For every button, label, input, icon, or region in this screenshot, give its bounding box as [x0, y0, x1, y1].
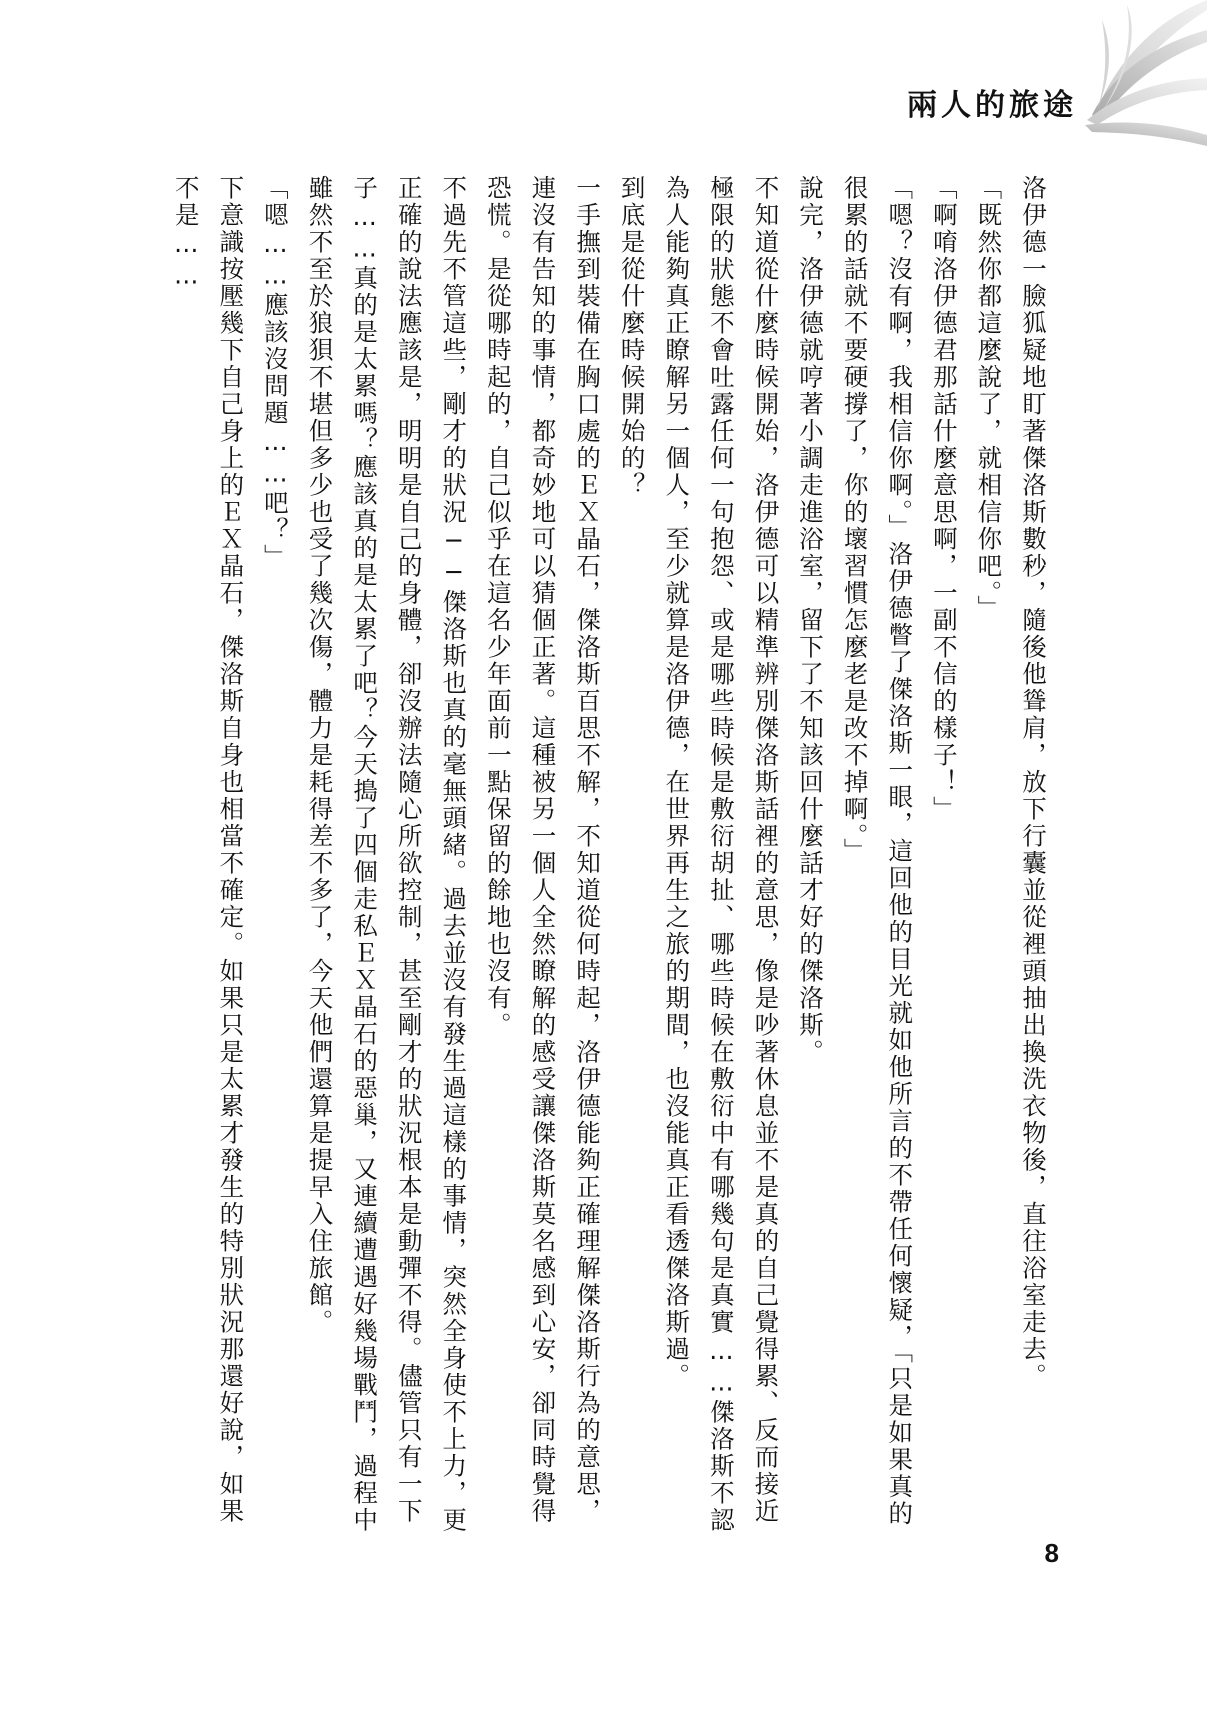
paragraph: 「嗯？沒有啊，我相信你啊。」洛伊德瞥了傑洛斯一眼，這回他的目光就如他所言的不帶任何懷疑，「只是如果真的很累的話就不要硬撐了，你的壞習慣怎麼老是改不掉啊。」 [840, 175, 915, 1528]
paragraph: 下意識按壓幾下自己身上的ＥＸ晶石，傑洛斯自身也相當不確定。如果只是太累才發生的特別狀況那還好說，如果不是…… [171, 175, 246, 1525]
running-title: 兩人的旅途 [907, 88, 1077, 123]
page-number: 8 [1044, 1538, 1059, 1568]
paragraph: 「既然你都這麼說了，就相信你吧。」 [974, 175, 1004, 622]
paragraph: 洛伊德一臉狐疑地盯著傑洛斯數秒，隨後他聳肩，放下行囊並從裡頭抽出換洗衣物後，直往浴室走去。 [1019, 175, 1048, 1390]
paragraph: 不過先不管這些，剛才的狀況──傑洛斯也真的毫無頭緒。過去並沒有發生過這樣的事情，突然全身使不上力，更正確的說法應該是，明明是自己的身體，卻沒辦法隨心所欲控制，甚至剛才的狀況根本是動彈不得。儘管只有一下子……真的是太累嗎？應該真的是太累了吧？今天搗了四個走私ＥＸ晶石的惡巢，又連續遭遇好幾場戰鬥，過程中雖然不至於狼狽不堪但多少也受了幾次傷，體力是耗得差不多了，今天他們還算是提早入住旅館。 [305, 175, 469, 1534]
body-text [171, 175, 1055, 1545]
paragraph: 一手撫到裝備在胸口處的ＥＸ晶石，傑洛斯百思不解，不知道從何時起，洛伊德能夠正確理解傑洛斯行為的意思，連沒有告知的事情，都奇妙地可以猜個正著。這種被另一個人全然瞭解的感受讓傑洛斯莫名感到心安，卻同時覺得恐慌。是從哪時起的，自己似乎在這名少年面前一點保留的餘地也沒有。 [483, 175, 603, 1525]
paragraph: 到底是從什麼時候開始的？ [617, 175, 647, 499]
paragraph: 說完，洛伊德就哼著小調走進浴室，留下了不知該回什麼話才好的傑洛斯。 [796, 175, 826, 1066]
paragraph: 「啊唷洛伊德君那話什麼意思啊，一副不信的樣子！」 [929, 175, 959, 823]
paragraph: 「嗯……應該沒問題……吧？」 [260, 175, 290, 571]
paragraph: 不知道從什麼時候開始，洛伊德可以精準辨別傑洛斯話裡的意思，像是吵著休息並不是真的自己覺得累、反而接近極限的狀態不會吐露任何一句抱怨、或是哪些時候是敷衍胡扯、哪些時候在敷衍中有哪幾句是真實……傑洛斯不認為人能夠真正瞭解另一個人，至少就算是洛伊德，在世界再生之旅的期間，也沒能真正看透傑洛斯過。 [662, 175, 781, 1534]
feather-wing-icon [1057, 0, 1207, 160]
